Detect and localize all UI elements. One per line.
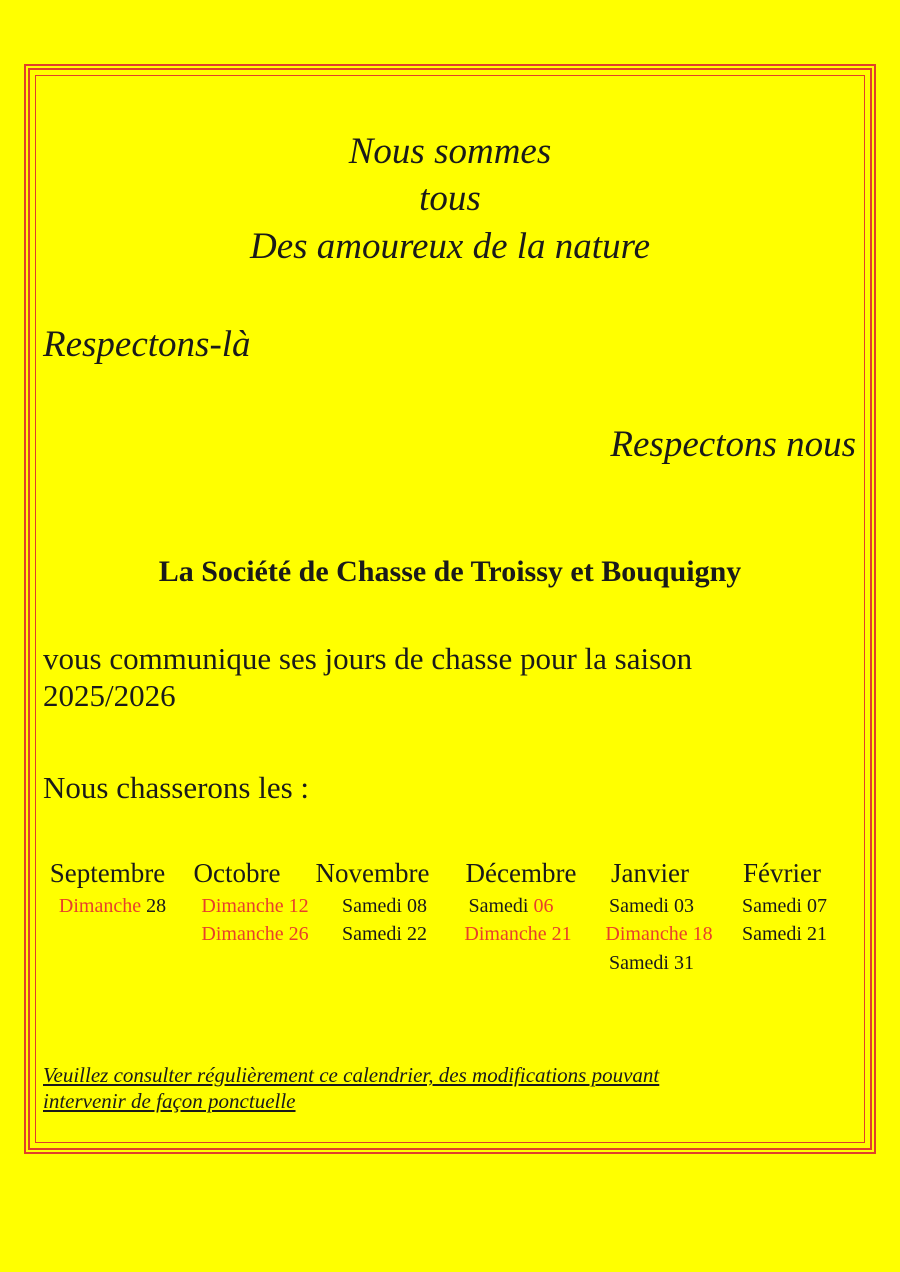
- day-number: 28: [146, 895, 167, 917]
- date-jan-3: Samedi 31: [609, 952, 694, 974]
- month-header-october: Octobre: [193, 858, 281, 888]
- lead-text: Nous chasserons les :: [43, 770, 310, 805]
- day-number: 06: [533, 895, 554, 917]
- month-header-september: Septembre: [49, 858, 166, 888]
- date-jan-1: Samedi 03: [609, 895, 694, 917]
- date-dec-1: [455, 895, 567, 918]
- headline-line-1: Nous sommes: [348, 131, 552, 172]
- month-header-february: Février: [743, 858, 821, 888]
- date-sep-1: [40, 895, 185, 918]
- date-nov-1: Samedi 08: [342, 895, 427, 917]
- intro-line-1: vous communique ses jours de chasse pour la saison: [43, 641, 693, 676]
- headline-line-3: Des amoureux de la nature: [249, 226, 651, 267]
- date-oct-1: Dimanche 12: [201, 895, 309, 917]
- intro-line-2: 2025/2026: [43, 678, 176, 713]
- day-name: Samedi: [468, 895, 529, 917]
- date-jan-2: Dimanche 18: [605, 923, 713, 945]
- disclaimer-line-1: Veuillez consulter régulièrement ce calendrier, des modifications pouvant: [43, 1063, 660, 1087]
- headline-line-2: tous: [419, 178, 481, 219]
- respect-right-text: Respectons nous: [610, 424, 856, 465]
- date-oct-2: Dimanche 26: [201, 923, 309, 945]
- month-header-november: Novembre: [315, 858, 430, 888]
- organization-name: La Société de Chasse de Troissy et Bouquigny: [158, 555, 742, 588]
- date-dec-2: Dimanche 21: [464, 923, 572, 945]
- day-name: Dimanche: [58, 895, 142, 917]
- month-header-january: Janvier: [611, 858, 689, 888]
- month-header-december: Décembre: [465, 858, 577, 888]
- date-nov-2: Samedi 22: [342, 923, 427, 945]
- date-feb-2: Samedi 21: [742, 923, 827, 945]
- date-feb-1: Samedi 07: [742, 895, 827, 917]
- disclaimer-line-2: intervenir de façon ponctuelle: [43, 1089, 296, 1113]
- respect-left-text: Respectons-là: [43, 324, 251, 365]
